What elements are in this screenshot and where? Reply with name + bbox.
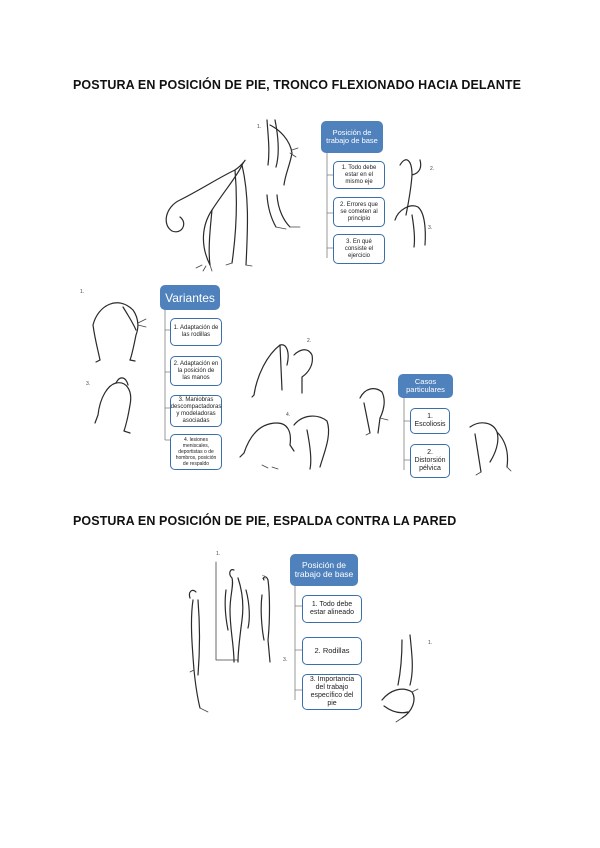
- figure-number: 2.: [262, 575, 267, 581]
- variant-illustrations-left: [78, 285, 158, 440]
- special-cases-header: Casos particulares: [398, 374, 453, 398]
- base-item-2: 2. Errores que se cometen al principio: [333, 197, 385, 227]
- special-case-illustration: [455, 412, 515, 482]
- figure-number: 3.: [428, 225, 433, 231]
- base-item-3: 3. En qué consiste el ejercicio: [333, 234, 385, 264]
- back-against-wall-illustration: [178, 550, 288, 720]
- wall-base-item-3: 3. Importancia del trabajo específico del pie: [302, 674, 362, 710]
- variant-item-4: 4. lesiones meniscales, deportistas o de hombros, posición de respaldo: [170, 434, 222, 470]
- figure-number: 1.: [257, 124, 262, 130]
- figure-number: 2.: [307, 338, 312, 344]
- variant-figures-right: [350, 378, 402, 438]
- section-2-figure-left: [178, 550, 288, 720]
- base-item-1: 1. Todo debe estar en el mismo eje: [333, 161, 385, 189]
- variant-item-3: 3. Maniobras descompactadoras y modeladoras asociadas: [170, 395, 222, 427]
- section-1-title: POSTURA EN POSICIÓN DE PIE, TRONCO FLEXIONADO HACIA DELANTE: [73, 78, 522, 92]
- variant-figures-left: [78, 285, 158, 440]
- wall-base-item-1: 1. Todo debe estar alineado: [302, 595, 362, 623]
- variant-item-1: 1. Adaptación de las rodillas: [170, 318, 222, 346]
- section-2-title: POSTURA EN POSICIÓN DE PIE, ESPALDA CONTRA LA PARED: [73, 514, 457, 528]
- section-1-figure-main: [150, 115, 440, 275]
- variants-header: Variantes: [160, 285, 220, 310]
- wall-base-position-header: Posición de trabajo de base: [290, 554, 358, 586]
- variant-illustrations-middle: [232, 335, 362, 475]
- case-item-1: 1. Escoliosis: [410, 408, 450, 434]
- variant-item-2: 2. Adaptación en la posición de las manos: [170, 356, 222, 386]
- figure-number: 1.: [428, 640, 433, 646]
- special-cases-figure: [455, 412, 515, 482]
- figure-number: 1.: [216, 551, 221, 557]
- figure-number: 3.: [86, 381, 91, 387]
- variant-illustration-right: [350, 378, 402, 438]
- figure-number: 2.: [430, 166, 435, 172]
- variant-figures-middle: [232, 335, 362, 475]
- wall-base-item-2: 2. Rodillas: [302, 637, 362, 665]
- base-position-header: Posición de trabajo de base: [321, 121, 383, 153]
- figure-number: 4.: [286, 412, 291, 418]
- figure-number: 3.: [283, 657, 288, 663]
- figure-number: 1.: [80, 289, 85, 295]
- case-item-2: 2. Distorsión pélvica: [410, 444, 450, 478]
- bent-forward-illustration: [150, 115, 440, 275]
